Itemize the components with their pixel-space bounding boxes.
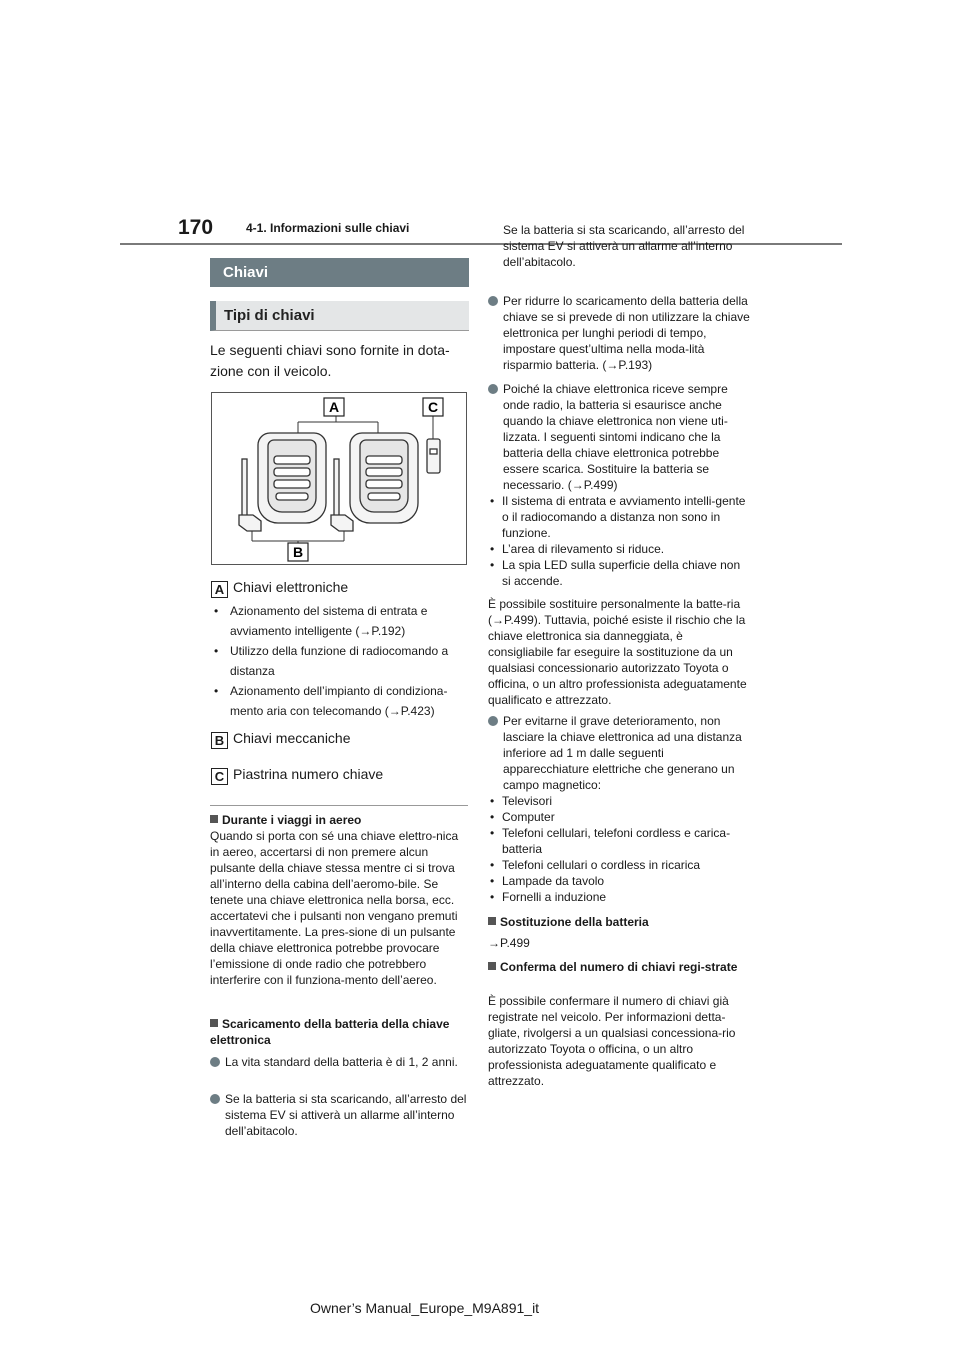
- list-item: • Azionamento dell’impianto di condiziona-mento aria con telecomando (→P.423): [211, 681, 471, 721]
- legend-c: [211, 765, 383, 785]
- list-item: • La spia LED sulla superficie della chiave non si accende.: [488, 557, 750, 589]
- label-a: A: [328, 399, 340, 415]
- key-count-text: È possibile confermare il numero di chiavi già registrate nel veicolo. Per informazioni detta-gliate, rivolgersi a un qualsiasi concessiona-rio autorizzato Toyota o officina, o un altro professionista adeguatamente qualificato e attrezzato.: [488, 994, 736, 1088]
- battery-symptoms-list: [488, 493, 750, 589]
- list-item: • L’area di rilevamento si riduce.: [488, 541, 750, 557]
- magnetic-devices-list: [488, 793, 750, 905]
- legend-b-letter: B: [211, 732, 228, 749]
- list-item: • Azionamento del sistema di entrata e avviamento intelligente (→P.192): [211, 601, 471, 641]
- list-item: • Utilizzo della funzione di radiocomando a distanza: [211, 641, 471, 681]
- note-head-replacement: Sostituzione della batteria: [488, 914, 750, 930]
- list-item: • Il sistema di entrata e avviamento intelli-gente o il radiocomando a distanza non sono in funzione.: [488, 493, 750, 541]
- intro-text: Le seguenti chiavi sono fornite in dota-zione con il veicolo.: [210, 342, 450, 379]
- battery-replace-text: È possibile sostituire personalmente la batte-ria (→P.499). Tuttavia, poiché esiste il rischio che la chiave elettronica sia danneggiata, è consigliabile far eseguire la sostituzione da un qualsiasi concessionario autorizzato Toyota o officina, o un altro professionista adeguatamente qualificato e attrezzato.: [488, 597, 747, 707]
- square-bullet-icon: [210, 1019, 218, 1027]
- list-item: • Lampade da tavolo: [488, 873, 750, 889]
- legend-c-text: Piastrina numero chiave: [233, 766, 384, 782]
- heading-chiavi: Chiavi: [210, 258, 469, 287]
- square-bullet-icon: [210, 815, 218, 823]
- column-divider: [210, 805, 468, 806]
- legend-b: [211, 729, 351, 749]
- note-head-battery: Scaricamento della batteria della chiave elettronica: [210, 1017, 450, 1047]
- square-bullet-icon: [488, 917, 496, 925]
- legend-c-letter: C: [211, 768, 228, 785]
- replacement-ref-link[interactable]: →P.499: [488, 936, 530, 950]
- square-bullet-icon: [488, 962, 496, 970]
- list-item: • Televisori: [488, 793, 750, 809]
- battery-dot-1: La vita standard della batteria è di 1, 2 anni.: [210, 1054, 468, 1070]
- round-bullet-icon: [210, 1094, 220, 1104]
- list-item: • Telefoni cellulari, telefoni cordless e carica-batteria: [488, 825, 750, 857]
- page-number: 170: [178, 216, 214, 239]
- label-c: C: [427, 399, 439, 415]
- round-bullet-icon: [488, 296, 498, 306]
- legend-a: [211, 578, 348, 598]
- air-travel-text: Quando si porta con sé una chiave elettro-nica in aereo, accertarsi di non premere alcun pulsante della chiave stessa mentre ci si trova all’interno della cabina dell’aeromo-bile. Se tenete una chiave elettronica nella borsa, ecc. accertatevi che i pulsanti non vengano premuti inavvertitamente. La pres-sione di un pulsante della chiave elettronica potrebbe provocare l’emissione di onde radio che potrebbero interferire con il funziona-mento dell’aereo.: [210, 829, 459, 987]
- battery-dot-2-text: Se la batteria si sta scaricando, all’arresto del sistema EV si attiverà un allarme all’interno dell’abitacolo.: [503, 223, 745, 269]
- round-bullet-icon: [488, 384, 498, 394]
- legend-a-letter: A: [211, 581, 228, 598]
- battery-dot-3: Per ridurre lo scaricamento della batteria della chiave se si prevede di non utilizzare la chiave elettronica per lunghi periodi di tempo, impostare quest’ultima nella moda-lità risparmio batteria. (→P.193): [488, 293, 750, 373]
- battery-dot-4: Poiché la chiave elettronica riceve sempre onde radio, la batteria si esaurisce anche quando la chiave elettronica non viene uti-lizzata. I seguenti sintomi indicano che la batteria della chiave elettronica potrebbe essere scarica. Sostituire la batteria se necessario. (→P.499): [488, 381, 750, 493]
- note-head-air-travel: Durante i viaggi in aereo: [210, 812, 470, 828]
- battery-dot-2-continued: [488, 223, 750, 286]
- electronic-key-features: [211, 601, 471, 721]
- electronic-key-2: [350, 433, 418, 523]
- round-bullet-icon: [488, 716, 498, 726]
- legend-a-text: Chiavi elettroniche: [233, 579, 349, 595]
- footer-manual-id: Owner’s Manual_Europe_M9A891_it: [310, 1300, 540, 1316]
- round-bullet-icon: [210, 1057, 220, 1067]
- list-item: • Telefoni cellulari o cordless in ricarica: [488, 857, 750, 873]
- battery-dot-5: Per evitarne il grave deterioramento, non lasciare la chiave elettronica ad una distanza inferiore ad 1 m dalle seguenti apparecchiature elettriche che generano un campo magnetico:: [488, 713, 750, 793]
- label-b: B: [292, 544, 304, 560]
- key-number-plate: [427, 439, 440, 473]
- keys-illustration: [211, 392, 467, 565]
- keys-drawing: [212, 393, 466, 564]
- heading-tipi-di-chiavi: Tipi di chiavi: [210, 301, 469, 331]
- section-title: 4-1. Informazioni sulle chiavi: [246, 221, 410, 235]
- list-item: • Computer: [488, 809, 750, 825]
- note-head-key-count: Conferma del numero di chiavi regi-strate: [488, 959, 750, 975]
- legend-b-text: Chiavi meccaniche: [233, 730, 351, 746]
- list-item: • Fornelli a induzione: [488, 889, 750, 905]
- electronic-key-1: [258, 433, 326, 523]
- battery-dot-2-start: Se la batteria si sta scaricando, all’arresto del sistema EV si attiverà un allarme all’interno dell’abitacolo.: [210, 1091, 468, 1107]
